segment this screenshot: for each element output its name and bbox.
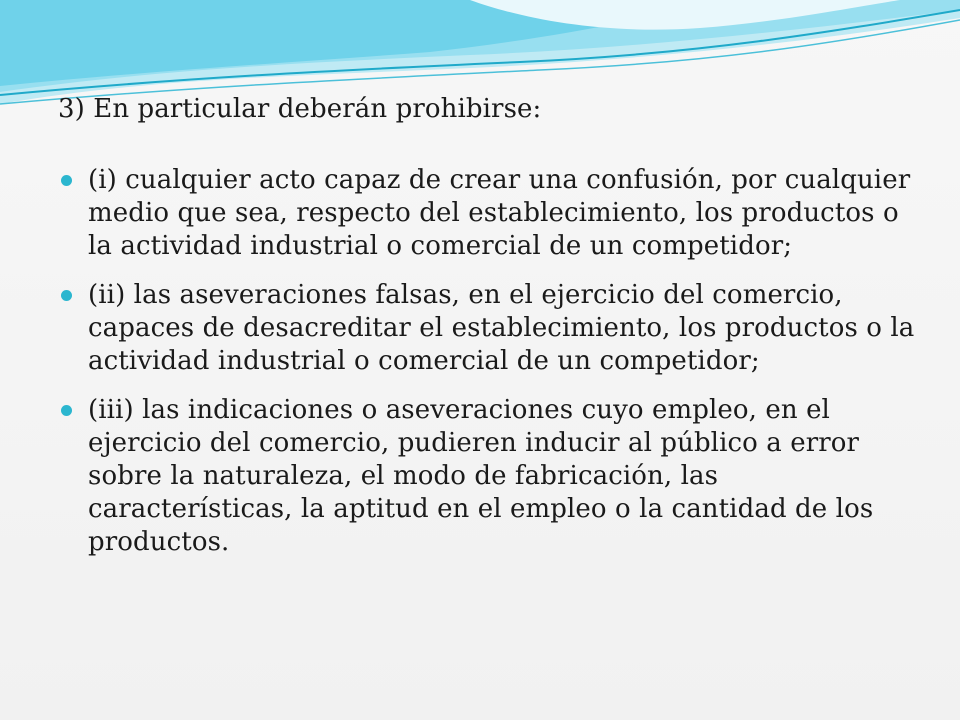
slide-content <box>58 92 918 575</box>
list-item <box>58 279 918 378</box>
slide-heading: 3) En particular deberán prohibirse: <box>58 94 542 124</box>
bullet-icon <box>61 175 72 186</box>
bullet-icon <box>61 405 72 416</box>
list-item-text: (iii) las indicaciones o aseveraciones cuyo empleo, en el ejercicio del comercio, pudieren inducir al público a error sobre la naturaleza, el modo de fabricación, las características, la aptitud en el empleo o la cantidad de los productos. <box>88 395 874 557</box>
bullet-list <box>58 164 918 559</box>
list-item-text: (i) cualquier acto capaz de crear una confusión, por cualquier medio que sea, respecto del establecimiento, los productos o la actividad industrial o comercial de un competidor; <box>88 165 911 261</box>
list-item <box>58 164 918 263</box>
list-item-text: (ii) las aseveraciones falsas, en el ejercicio del comercio, capaces de desacreditar el establecimiento, los productos o la actividad industrial o comercial de un competidor; <box>88 280 915 376</box>
bullet-icon <box>61 290 72 301</box>
list-item <box>58 394 918 559</box>
